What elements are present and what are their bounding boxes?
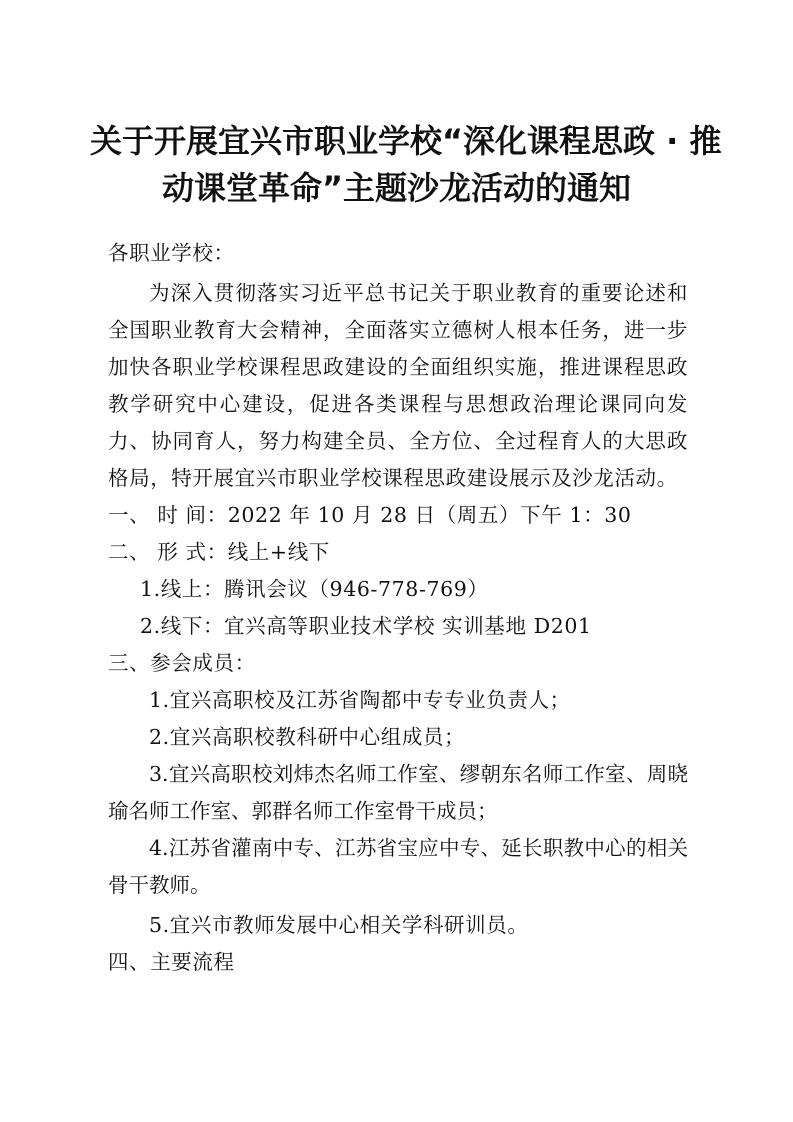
section-format: 二、 形 式：线上+线下 (108, 540, 330, 564)
section-time: 一、 时 间：2022 年 10 月 28 日（周五）下午 1：30 (108, 503, 632, 527)
intro-paragraph: 为深入贯彻落实习近平总书记关于职业教育的重要论述和全国职业教育大会精神，全面落实立德树人根本任务，进一步加快各职业学校课程思政建设的全面组织实施，推进课程思政教学研究中心建设，促进各类课程与思想政治理论课同向发力、协同育人，努力构建全员、全方位、全过程育人的大思政格局，特开展宜兴市职业学校课程思政建设展示及沙龙活动。 (108, 281, 688, 490)
attendee-item-3: 3.宜兴高职校刘炜杰名师工作室、缪朝东名师工作室、周晓瑜名师工作室、郭群名师工作室骨干成员； (108, 762, 688, 823)
salutation: 各职业学校： (108, 241, 235, 265)
document-title-line-2: 动课堂革命”主题沙龙活动的通知 (161, 169, 632, 207)
attendee-item-5: 5.宜兴市教师发展中心相关学科研训员。 (149, 913, 529, 937)
section-process-heading: 四、主要流程 (108, 950, 235, 974)
section-attendees-heading: 三、参会成员： (108, 651, 256, 675)
attendee-item-1: 1.宜兴高职校及江苏省陶都中专专业负责人； (149, 688, 571, 712)
attendee-item-4: 4.江苏省灌南中专、江苏省宝应中专、延长职教中心的相关骨干教师。 (108, 836, 688, 897)
attendee-item-2: 2.宜兴高职校教科研中心组成员； (149, 725, 466, 749)
document-title-line-1: 关于开展宜兴市职业学校“深化课程思政 · 推 (90, 122, 722, 160)
format-offline: 2.线下：宜兴高等职业技术学校 实训基地 D201 (140, 614, 592, 638)
format-online: 1.线上：腾讯会议（946-778-769） (140, 577, 489, 601)
